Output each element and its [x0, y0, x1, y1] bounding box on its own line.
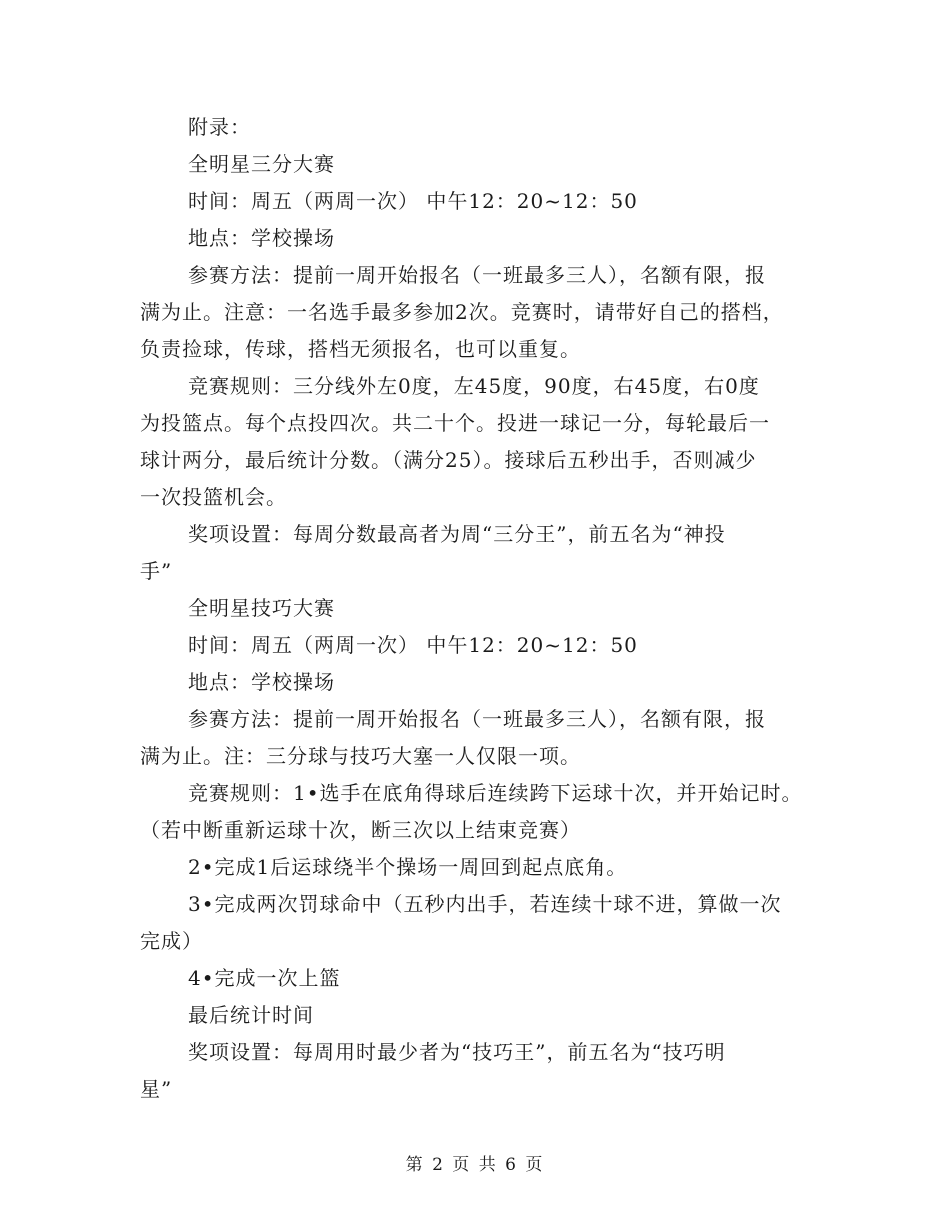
three-point-signup-cont: 满为止。注意：一名选手最多参加2次。竞赛时，请带好自己的搭档， [140, 300, 784, 324]
three-point-rules: 竞赛规则：三分线外左0度，左45度，90度，右45度，右0度 [188, 374, 760, 398]
skills-rule-3-cont: 完成） [140, 929, 203, 953]
three-point-rules-cont: 为投篮点。每个点投四次。共二十个。投进一球记一分，每轮最后一 [140, 411, 770, 435]
three-point-signup: 参赛方法：提前一周开始报名（一班最多三人），名额有限，报 [188, 263, 766, 287]
appendix-heading: 附录： [188, 115, 251, 139]
skills-rule-3: 3•完成两次罚球命中（五秒内出手，若连续十球不进，算做一次 [188, 892, 782, 916]
skills-final-timing: 最后统计时间 [188, 1003, 314, 1027]
section-title-skills: 全明星技巧大赛 [188, 596, 335, 620]
three-point-signup-cont: 负责捡球，传球，搭档无须报名，也可以重复。 [140, 337, 581, 361]
skills-awards: 奖项设置：每周用时最少者为“技巧王”，前五名为“技巧明 [188, 1040, 726, 1064]
skills-rule-2: 2•完成1后运球绕半个操场一周回到起点底角。 [188, 855, 628, 879]
skills-location: 地点：学校操场 [188, 670, 335, 694]
skills-signup-cont: 满为止。注：三分球与技巧大塞一人仅限一项。 [140, 744, 581, 768]
section-title-three-point: 全明星三分大赛 [188, 152, 335, 176]
three-point-awards-cont: 手” [140, 559, 173, 583]
skills-signup: 参赛方法：提前一周开始报名（一班最多三人），名额有限，报 [188, 707, 766, 731]
skills-rules-cont: （若中断重新运球十次，断三次以上结束竞赛） [140, 818, 581, 842]
three-point-rules-cont: 球计两分，最后统计分数。（满分25）。接球后五秒出手，否则减少 [140, 448, 757, 472]
page-footer: 第 2 页 共 6 页 [405, 1155, 545, 1175]
three-point-location: 地点：学校操场 [188, 226, 335, 250]
skills-awards-cont: 星” [140, 1077, 173, 1101]
three-point-awards: 奖项设置：每周分数最高者为周“三分王”，前五名为“神投 [188, 522, 726, 546]
skills-rule-4: 4•完成一次上篮 [188, 966, 341, 990]
skills-rules: 竞赛规则：1•选手在底角得球后连续跨下运球十次，并开始记时。 [188, 781, 803, 805]
three-point-time: 时间：周五（两周一次） 中午12：20~12：50 [188, 189, 638, 213]
three-point-rules-cont: 一次投篮机会。 [140, 485, 287, 509]
skills-time: 时间：周五（两周一次） 中午12：20~12：50 [188, 633, 638, 657]
